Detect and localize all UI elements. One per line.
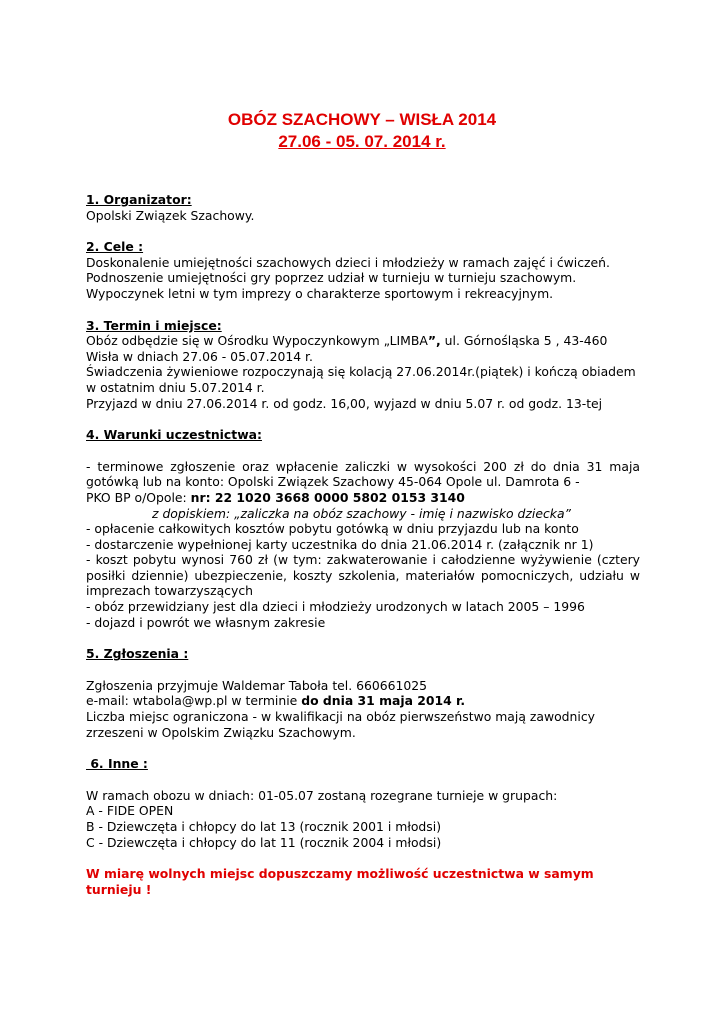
section-4-heading: 4. Warunki uczestnictwa: — [86, 427, 262, 443]
meals-line: Świadczenia żywieniowe rozpoczynają się kolacją 27.06.2014r.(piątek) i kończą obiadem — [86, 364, 636, 380]
condition-deposit: - terminowe zgłoszenie oraz wpłacenie zaliczki w wysokości 200 zł do dnia 31 maja gotówką lub na konto: Opolski Związek Szachowy 45-064 Opole ul. Damrota 6 - — [86, 458, 640, 490]
closing-note-line-1: W miarę wolnych miejsc dopuszczamy możliwość uczestnictwa w samym — [86, 866, 594, 882]
venue-address: ul. Górnośląska 5 , 43-460 — [440, 333, 608, 349]
condition-age: - obóz przewidziany jest dla dzieci i młodzieży urodzonych w latach 2005 – 1996 — [86, 599, 585, 615]
registration-limit: Liczba miejsc ograniczona - w kwalifikacji na obóz pierwszeństwo mają zawodnicy — [86, 709, 595, 725]
registration-contact: Zgłoszenia przyjmuje Waldemar Taboła tel. 660661025 — [86, 677, 428, 693]
venue-line — [86, 333, 640, 349]
section-3-heading: 3. Termin i miejsce: — [86, 317, 222, 333]
registration-deadline: do dnia 31 maja 2014 r. — [301, 693, 466, 709]
arrival-line: Przyjazd w dniu 27.06.2014 r. od godz. 16,00, wyjazd w dniu 5.07 r. od godz. 13-tej — [86, 395, 603, 411]
registration-limit-cont: zrzeszeni w Opolskim Związku Szachowym. — [86, 724, 356, 740]
bank-account-number: nr: 22 1020 3668 0000 5802 0153 3140 — [190, 489, 465, 505]
condition-transport: - dojazd i powrót we własnym zakresie — [86, 614, 326, 630]
dates-line: Wisła w dniach 27.06 - 05.07.2014 r. — [86, 348, 313, 364]
section-1-heading: 1. Organizator: — [86, 192, 192, 207]
closing-note-line-2: turnieju ! — [86, 881, 152, 897]
condition-cost: - koszt pobytu wynosi 760 zł (w tym: zakwaterowanie i całodzienne wyżywienie (cztery posiłki dziennie) ubezpieczenie, koszty szkolenia, materiałów pomocniczych, udziału w imprezach towarzyszących — [86, 552, 640, 599]
organizer-text: Opolski Związek Szachowy. — [86, 207, 255, 223]
bank-account-line — [86, 490, 640, 506]
transfer-note: z dopiskiem: „zaliczka na obóz szachowy - imię i nazwisko dziecka” — [152, 505, 571, 521]
condition-full-payment: - opłacenie całkowitych kosztów pobytu gotówką w dniu przyjazdu lub na konto — [86, 521, 579, 537]
venue-quote-close: ”, — [427, 333, 441, 349]
goal-line-3: Wypoczynek letni w tym imprezy o charakterze sportowym i rekreacyjnym. — [86, 285, 554, 301]
condition-form: - dostarczenie wypełnionej karty uczestnika do dnia 21.06.2014 r. (załącznik nr 1) — [86, 536, 594, 552]
venue-text: Obóz odbędzie się w Ośrodku Wypoczynkowym „LIMBA — [86, 333, 428, 349]
meals-end-line: w ostatnim dniu 5.07.2014 r. — [86, 379, 265, 395]
group-c: C - Dziewczęta i chłopcy do lat 11 (rocznik 2004 i młodsi) — [86, 834, 442, 850]
goal-line-2: Podnoszenie umiejętności gry poprzez udział w turnieju w turnieju szachowym. — [86, 270, 577, 286]
section-6-heading: 6. Inne : — [86, 756, 148, 772]
document-dates: 27.06 - 05. 07. 2014 r. — [278, 132, 446, 151]
document-title: OBÓZ SZACHOWY – WISŁA 2014 — [227, 110, 497, 129]
registration-email: e-mail: wtabola@wp.pl w terminie — [86, 693, 302, 709]
registration-email-line — [86, 693, 640, 709]
group-a: A - FIDE OPEN — [86, 803, 174, 819]
section-5-heading: 5. Zgłoszenia : — [86, 646, 189, 662]
group-b: B - Dziewczęta i chłopcy do lat 13 (rocznik 2001 i młodsi) — [86, 819, 442, 834]
goal-line-1: Doskonalenie umiejętności szachowych dzieci i młodzieży w ramach zajęć i ćwiczeń. — [86, 254, 610, 270]
bank-prefix: PKO BP o/Opole: — [86, 489, 191, 505]
document-body — [86, 192, 640, 897]
section-2-heading: 2. Cele : — [86, 239, 144, 255]
tournaments-intro: W ramach obozu w dniach: 01-05.07 zostaną rozegrane turnieje w grupach: — [86, 787, 558, 803]
